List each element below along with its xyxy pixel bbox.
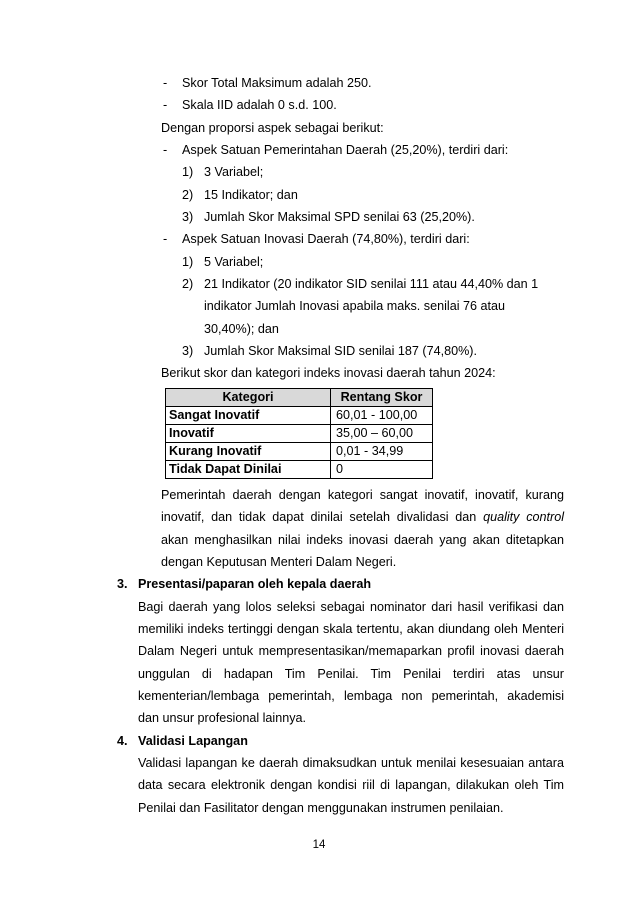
score-bullet: [0, 94, 638, 116]
item-text: indikator Jumlah Inovasi apabila maks. senilai 76 atau: [204, 299, 506, 314]
aspect-title: Aspek Satuan Pemerintahan Daerah (25,20%), terdiri dari:: [182, 143, 509, 158]
section-heading: [0, 730, 638, 752]
numbered-item-continuation: [0, 295, 638, 317]
numbered-item: [0, 251, 638, 273]
paragraph-line-text: akan menghasilkan nilai indeks inovasi daerah yang akan ditetapkan: [161, 532, 564, 547]
paragraph-line-text: Pemerintah daerah dengan kategori sangat inovatif, inovatif, kurang: [161, 487, 564, 502]
range-cell: 35,00 – 60,00: [331, 424, 433, 442]
numbered-item: [0, 161, 638, 183]
paragraph-line-text: dengan Keputusan Menteri Dalam Negeri.: [161, 554, 397, 569]
section-body-text: Validasi lapangan ke daerah dimaksudkan untuk menilai kesesuaian antara: [138, 755, 564, 770]
paragraph-line: [0, 484, 638, 506]
paragraph-line-content: [161, 506, 564, 528]
table-row: [166, 442, 433, 460]
aspect-bullet: [0, 139, 638, 161]
bullet-marker: -: [163, 232, 168, 247]
item-number: 2): [182, 277, 194, 292]
section-body-text: data secara elektronik dengan kondisi riil di lapangan, dilakukan oleh Tim: [138, 778, 564, 793]
item-number: 3): [182, 210, 194, 225]
paragraph-line: [0, 506, 638, 528]
item-number: 2): [182, 187, 194, 202]
paragraph-line-text: inovatif, dan tidak dapat dinilai setelah divalidasi dan: [161, 510, 477, 525]
section-body-text: memiliki indeks tertinggi dengan skala tertentu, akan diundang oleh Menteri: [138, 621, 564, 636]
section-number: 4.: [117, 733, 128, 748]
table-header-row: [166, 388, 433, 406]
bullet-text: Skor Total Maksimum adalah 250.: [182, 76, 372, 90]
range-cell: 60,01 - 100,00: [331, 406, 433, 424]
bullet-marker: -: [163, 143, 168, 158]
section-body-text: Bagi daerah yang lolos seleksi sebagai nominator dari hasil verifikasi dan: [138, 599, 564, 614]
item-text: Jumlah Skor Maksimal SID senilai 187 (74,80%).: [204, 344, 477, 359]
paragraph-line: [0, 529, 638, 551]
section-heading: [0, 573, 638, 595]
bullet-marker: -: [163, 76, 168, 90]
category-paragraph: [0, 484, 638, 573]
item-text: 30,40%); dan: [204, 321, 279, 336]
item-number: 1): [182, 165, 194, 180]
category-table-container: [0, 388, 638, 479]
proportion-intro-text: Dengan proporsi aspek sebagai berikut:: [161, 120, 384, 135]
category-cell: Sangat Inovatif: [166, 406, 331, 424]
section-presentation: [0, 573, 638, 729]
section-body-line: [0, 685, 638, 707]
category-table: [165, 388, 433, 479]
section-field-validation: [0, 730, 638, 819]
numbered-item: [0, 273, 638, 295]
section-body-line: [0, 640, 638, 662]
section-body-line: [0, 618, 638, 640]
table-row: [166, 460, 433, 478]
category-cell: Inovatif: [166, 424, 331, 442]
section-body-line: [0, 596, 638, 618]
table-row: [166, 424, 433, 442]
table-header-cell: Kategori: [166, 388, 331, 406]
table-row: [166, 406, 433, 424]
proportion-intro: [0, 117, 638, 139]
section-body-text: unggulan di hadapan Tim Penilai. Tim Penilai terdiri atas unsur: [138, 666, 564, 681]
aspect-bullet: [0, 228, 638, 250]
section-body-text: Penilai dan Fasilitator dengan menggunakan instrumen penilaian.: [138, 800, 504, 815]
section-body-text: Dalam Negeri untuk mempresentasikan/memaparkan profil inovasi daerah: [138, 644, 564, 659]
table-intro: [0, 362, 638, 384]
section-body-line: [0, 752, 638, 774]
item-text: 3 Variabel;: [204, 165, 264, 180]
range-cell: 0: [331, 460, 433, 478]
table-intro-text: Berikut skor dan kategori indeks inovasi daerah tahun 2024:: [161, 366, 496, 381]
section-body-line: [0, 707, 638, 729]
section-title: Presentasi/paparan oleh kepala daerah: [138, 577, 372, 592]
paragraph-line: [0, 551, 638, 573]
item-number: 1): [182, 254, 194, 269]
section-number: 3.: [117, 577, 128, 592]
bullet-text: Skala IID adalah 0 s.d. 100.: [182, 98, 337, 113]
numbered-item: [0, 184, 638, 206]
section-body-text: kementerian/lembaga pemerintah, lembaga non pemerintah, akademisi: [138, 688, 564, 703]
score-bullet: [0, 72, 638, 94]
section-body-text: dan unsur profesional lainnya.: [138, 711, 307, 726]
table-header-cell: Rentang Skor: [331, 388, 433, 406]
item-text: 5 Variabel;: [204, 254, 264, 269]
section-body-line: [0, 663, 638, 685]
range-cell: 0,01 - 34,99: [331, 442, 433, 460]
item-number: 3): [182, 344, 194, 359]
item-text: 21 Indikator (20 indikator SID senilai 111 atau 44,40% dan 1: [204, 277, 539, 292]
page-number: 14: [312, 839, 326, 851]
numbered-item: [0, 206, 638, 228]
section-title: Validasi Lapangan: [138, 733, 248, 748]
page-body: [0, 72, 638, 819]
aspect-title: Aspek Satuan Inovasi Daerah (74,80%), terdiri dari:: [182, 232, 470, 247]
numbered-item-continuation: [0, 318, 638, 340]
section-body-line: [0, 774, 638, 796]
bullet-marker: -: [163, 98, 168, 113]
category-cell: Kurang Inovatif: [166, 442, 331, 460]
category-cell: Tidak Dapat Dinilai: [166, 460, 331, 478]
numbered-item: [0, 340, 638, 362]
section-body-line: [0, 797, 638, 819]
item-text: Jumlah Skor Maksimal SPD senilai 63 (25,20%).: [204, 210, 475, 225]
italic-term: quality control: [483, 510, 565, 525]
item-text: 15 Indikator; dan: [204, 187, 298, 202]
